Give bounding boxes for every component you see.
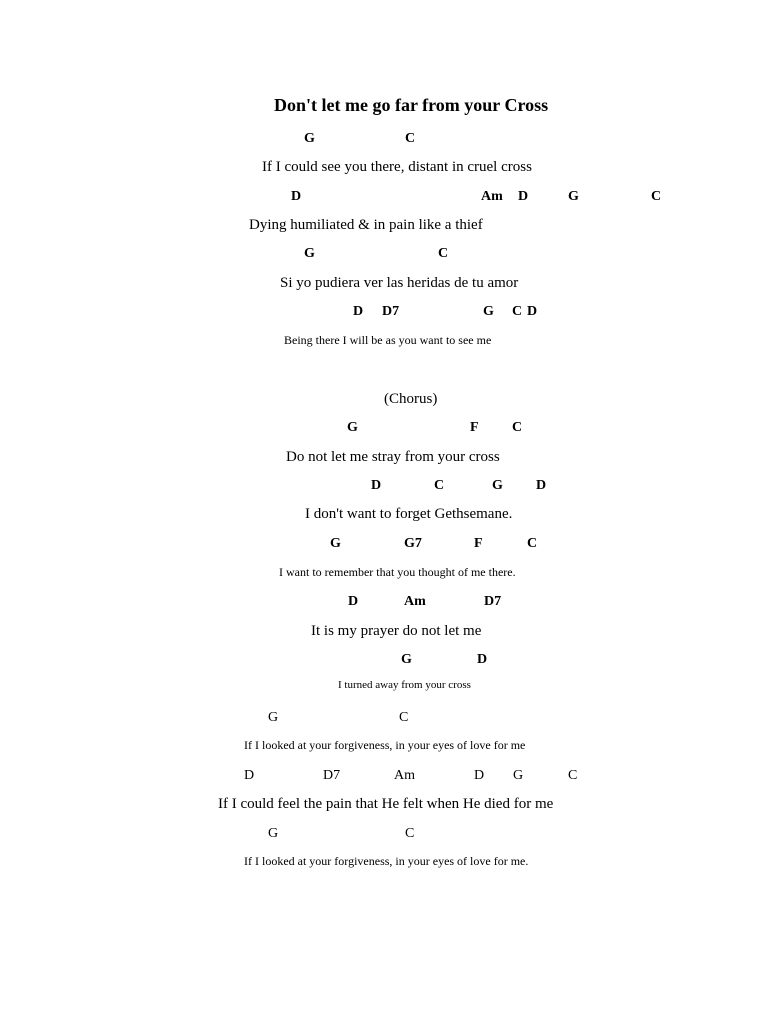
lyric-line: Being there I will be as you want to see me — [284, 333, 492, 347]
lyric-line: If I could feel the pain that He felt when He died for me — [218, 796, 554, 812]
chord: Am — [481, 189, 503, 204]
chord: C — [512, 304, 523, 319]
lyric-line: I want to remember that you thought of me there. — [279, 565, 516, 579]
chord: D — [518, 189, 529, 204]
chord: D — [353, 304, 364, 319]
chord: G7 — [404, 536, 422, 551]
chord: C — [527, 536, 538, 551]
chord: G — [492, 478, 503, 493]
chord: D7 — [484, 594, 502, 609]
chord: D7 — [323, 768, 341, 783]
chord: G — [568, 189, 579, 204]
chord: G — [513, 768, 524, 783]
chord: D — [477, 652, 488, 667]
chord: D — [474, 768, 485, 783]
chord: Am — [404, 594, 426, 609]
chord: D — [291, 189, 302, 204]
chord: D — [244, 768, 255, 783]
chord: G — [268, 710, 279, 725]
chord: Am — [394, 768, 415, 783]
chord: D — [348, 594, 359, 609]
lyric-line: If I looked at your forgiveness, in your eyes of love for me. — [244, 854, 529, 868]
chord: D7 — [382, 304, 400, 319]
chord: G — [268, 826, 279, 841]
chord: C — [405, 131, 416, 146]
chorus-label: (Chorus) — [384, 391, 438, 407]
chord: G — [483, 304, 494, 319]
lyric-line: If I could see you there, distant in cruel cross — [262, 159, 532, 175]
chord: G — [401, 652, 412, 667]
lyric-line: If I looked at your forgiveness, in your eyes of love for me — [244, 738, 526, 752]
lyric-line: I turned away from your cross — [338, 679, 471, 691]
chord: G — [347, 420, 358, 435]
lyric-line: Dying humiliated & in pain like a thief — [249, 217, 483, 233]
chord: G — [304, 131, 315, 146]
song-title: Don't let me go far from your Cross — [274, 95, 549, 115]
lyric-line: Si yo pudiera ver las heridas de tu amor — [280, 275, 519, 291]
chord: C — [512, 420, 523, 435]
chord: G — [330, 536, 341, 551]
chord: D — [527, 304, 538, 319]
chord: C — [651, 189, 662, 204]
lyric-line: It is my prayer do not let me — [311, 623, 482, 639]
chord: F — [470, 420, 479, 435]
chord: C — [434, 478, 445, 493]
chord: G — [304, 246, 315, 261]
chord: D — [371, 478, 382, 493]
lyric-line: I don't want to forget Gethsemane. — [305, 506, 513, 522]
lyric-line: Do not let me stray from your cross — [286, 449, 500, 465]
chord: C — [399, 710, 409, 725]
chord: D — [536, 478, 547, 493]
chord: C — [405, 826, 415, 841]
chord: C — [568, 768, 578, 783]
chord: F — [474, 536, 483, 551]
chord: C — [438, 246, 449, 261]
